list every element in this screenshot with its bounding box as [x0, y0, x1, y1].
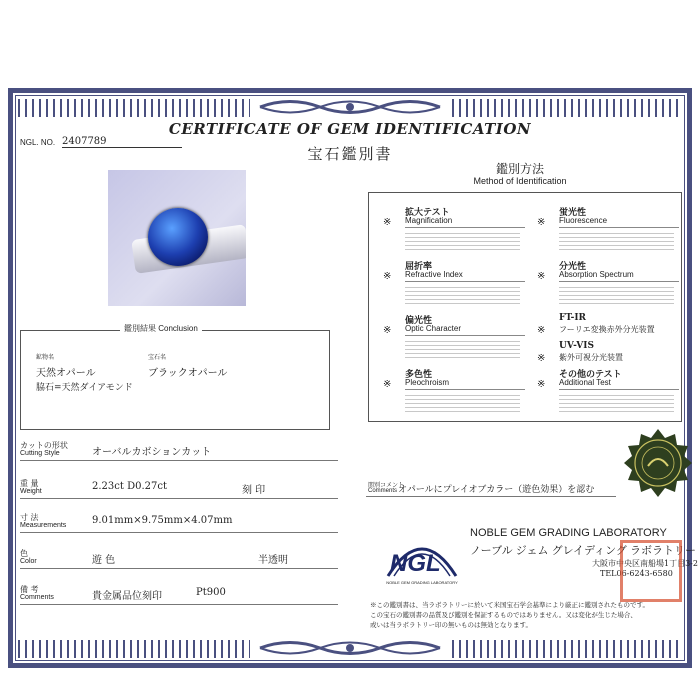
method-ja: 拡大テスト: [405, 208, 450, 218]
comments-value: 貴金属品位刻印: [92, 591, 162, 602]
ngl-logo-sub: NOBLE GEM GRADING LABORATORY: [386, 580, 458, 585]
method-ja: 屈折率: [405, 262, 433, 272]
method-uv-vis: [529, 339, 679, 365]
comments-label-en: Comments: [20, 594, 54, 601]
weight-divider: [20, 498, 338, 499]
method-ja: 分光性: [559, 262, 587, 272]
lab-address: 大阪市中央区南船場1丁目3-2: [592, 559, 698, 568]
ngl-logo: [382, 526, 462, 588]
top-ornament: [250, 96, 450, 118]
method-optic-character: [375, 311, 525, 363]
method-ja: 多色性: [405, 370, 433, 380]
method-ja: UV-VIS: [559, 341, 594, 351]
method-en: Magnification: [405, 216, 453, 225]
method-en: Pleochroism: [405, 378, 450, 387]
red-stamp: [620, 540, 682, 602]
method-magnification: [375, 203, 525, 255]
measure-label-en: Measurements: [20, 522, 67, 529]
method-en: 紫外可視分光装置: [559, 353, 623, 362]
method-description: [559, 284, 674, 304]
method-description: [559, 230, 674, 250]
measure-value: 9.01mm×9.75mm×4.07mm: [92, 515, 233, 526]
method-description: [405, 338, 520, 358]
checkbox-mark: ※: [537, 271, 546, 282]
color-label-en: Color: [20, 558, 37, 565]
opal-stone: [148, 208, 208, 266]
method-absorption-spectrum: [529, 257, 679, 309]
engraving-label: 刻 印: [242, 485, 266, 496]
footer-line-3: 或いは当ラボラトリー印の無いものは無効となります。: [370, 621, 532, 629]
method-fluorescence: [529, 203, 679, 255]
color-label-ja: 色: [20, 549, 28, 558]
color-divider: [20, 568, 338, 569]
cutting-label-ja: カットの形状: [20, 441, 68, 450]
remarks-label-ja: 関別コメント: [368, 483, 405, 489]
cutting-label-en: Cutting Style: [20, 450, 60, 457]
mineral-value: 天然オパール: [36, 368, 96, 379]
comments-divider: [20, 604, 338, 605]
certificate-title: CERTIFICATE OF GEM IDENTIFICATION: [168, 120, 532, 138]
method-en: Additional Test: [559, 378, 611, 387]
method-additional-test: [529, 365, 679, 417]
footer-line-1: ※この鑑別書は、当ラボラトリーに於いて米国宝石学会基準により厳正に鑑別されたものです。: [370, 601, 649, 609]
method-en: フーリエ変換赤外分光装置: [559, 325, 655, 334]
checkbox-mark: ※: [383, 217, 392, 228]
certificate-subtitle: 宝石鑑別書: [307, 145, 393, 163]
method-description: [405, 284, 520, 304]
measure-divider: [20, 532, 338, 533]
method-underline: [559, 281, 679, 282]
ngl-number: 2407789: [62, 136, 182, 148]
weight-value: 2.23ct D0.27ct: [92, 481, 167, 492]
method-underline: [559, 389, 679, 390]
method-box: [368, 192, 682, 422]
method-ja: FT-IR: [559, 313, 587, 323]
method-pleochroism: [375, 365, 525, 417]
ngl-logo-text: NGL: [390, 550, 441, 577]
mineral-label: 鉱物名: [36, 355, 55, 361]
method-en: Fluorescence: [559, 216, 608, 225]
checkbox-mark: ※: [383, 379, 392, 390]
checkbox-mark: ※: [383, 325, 392, 336]
green-seal: [623, 428, 693, 498]
method-underline: [405, 389, 525, 390]
remarks-label-en: Comments: [368, 488, 398, 494]
gem-photo: [108, 170, 246, 306]
measure-label-ja: 寸 法: [20, 513, 39, 522]
method-ja: 偏光性: [405, 316, 433, 326]
checkbox-mark: ※: [537, 353, 546, 364]
gem-name-value: ブラックオパール: [148, 368, 228, 379]
method-heading-en: Method of Identification: [473, 176, 567, 186]
method-underline: [405, 335, 525, 336]
method-underline: [559, 227, 679, 228]
ngl-number-label: NGL. NO.: [20, 138, 56, 147]
remarks-text: オパールにプレイオブカラー（遊色効果）を認む: [398, 485, 595, 495]
remarks-divider: [366, 496, 616, 497]
method-underline: [405, 227, 525, 228]
method-heading: 鑑別方法: [495, 162, 544, 176]
method-en: Refractive Index: [405, 270, 463, 279]
method-underline: [405, 281, 525, 282]
lab-tel: TEL06-6243-6580: [600, 569, 673, 578]
lab-name-en: NOBLE GEM GRADING LABORATORY: [470, 527, 667, 539]
conclusion-heading: 鑑別結果 Conclusion: [120, 323, 202, 334]
method-refractive-index: [375, 257, 525, 309]
gem-name-label: 宝石名: [148, 355, 167, 361]
checkbox-mark: ※: [383, 271, 392, 282]
method-description: [559, 392, 674, 412]
color-value: 遊 色: [92, 555, 116, 566]
method-en: Optic Character: [405, 324, 462, 333]
footer-line-2: この宝石の鑑別書の品質及び鑑別を保証するものではありません。又は変化が生じた場合、: [370, 611, 637, 619]
comments-metal: Pt900: [196, 587, 226, 598]
method-en: Absorption Spectrum: [559, 270, 634, 279]
transparency-value: 半透明: [258, 555, 288, 566]
method-description: [405, 392, 520, 412]
lab-name-ja: ノーブル ジェム グレイディング ラボラトリー: [470, 545, 696, 557]
method-description: [405, 230, 520, 250]
checkbox-mark: ※: [537, 217, 546, 228]
accessory-stone: 脇石=天然ダイアモンド: [36, 383, 133, 393]
method-ja: 蛍光性: [559, 208, 587, 218]
checkbox-mark: ※: [537, 325, 546, 336]
cutting-divider: [20, 460, 338, 461]
comments-label-ja: 備 考: [20, 585, 39, 594]
method-ja: その他のテスト: [559, 370, 622, 380]
weight-label-en: Weight: [20, 488, 42, 495]
weight-label-ja: 重 量: [20, 479, 39, 488]
method-ft-ir: [529, 311, 679, 337]
checkbox-mark: ※: [537, 379, 546, 390]
bottom-ornament: [250, 637, 450, 659]
cutting-value: オーバルカボションカット: [92, 447, 212, 458]
